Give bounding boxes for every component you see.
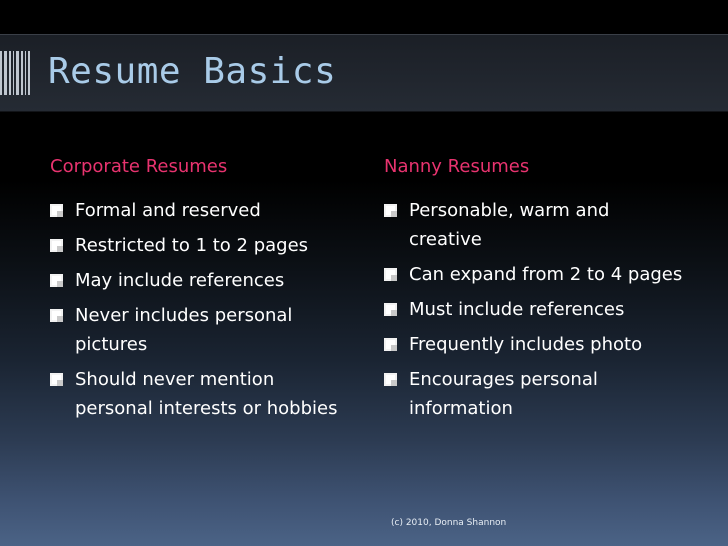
nanny-resumes-column <box>384 154 684 429</box>
list-item-text: Never includes personal pictures <box>75 305 293 355</box>
square-bullet-icon <box>50 309 63 322</box>
nanny-resumes-list <box>384 196 684 423</box>
corporate-resumes-heading: Corporate Resumes <box>50 156 228 177</box>
slide-title: Resume Basics <box>48 51 337 92</box>
title-bar <box>0 34 728 112</box>
list-item-text: Restricted to 1 to 2 pages <box>75 235 309 256</box>
square-bullet-icon <box>50 204 63 217</box>
corporate-resumes-list <box>50 196 340 423</box>
list-item <box>384 330 684 359</box>
list-item <box>50 301 340 359</box>
copyright-footer: (c) 2010, Donna Shannon <box>391 518 507 528</box>
list-item-text: Encourages personal information <box>409 369 598 419</box>
square-bullet-icon <box>384 204 397 217</box>
square-bullet-icon <box>50 373 63 386</box>
square-bullet-icon <box>384 338 397 351</box>
square-bullet-icon <box>384 268 397 281</box>
list-item <box>50 266 340 295</box>
nanny-resumes-heading: Nanny Resumes <box>384 156 530 177</box>
square-bullet-icon <box>384 303 397 316</box>
square-bullet-icon <box>50 274 63 287</box>
list-item <box>384 260 684 289</box>
corporate-resumes-column <box>50 154 340 429</box>
list-item-text: Frequently includes photo <box>409 334 643 355</box>
list-item <box>384 196 684 254</box>
list-item-text: Should never mention personal interests or hobbies <box>75 369 338 419</box>
list-item-text: Can expand from 2 to 4 pages <box>409 264 683 285</box>
list-item <box>50 365 340 423</box>
barcode-stripes-icon <box>0 51 30 95</box>
list-item <box>50 196 340 225</box>
square-bullet-icon <box>50 239 63 252</box>
list-item <box>50 231 340 260</box>
list-item <box>384 295 684 324</box>
list-item <box>384 365 684 423</box>
list-item-text: Personable, warm and creative <box>409 200 610 250</box>
list-item-text: Must include references <box>409 299 625 320</box>
square-bullet-icon <box>384 373 397 386</box>
list-item-text: Formal and reserved <box>75 200 261 221</box>
list-item-text: May include references <box>75 270 285 291</box>
